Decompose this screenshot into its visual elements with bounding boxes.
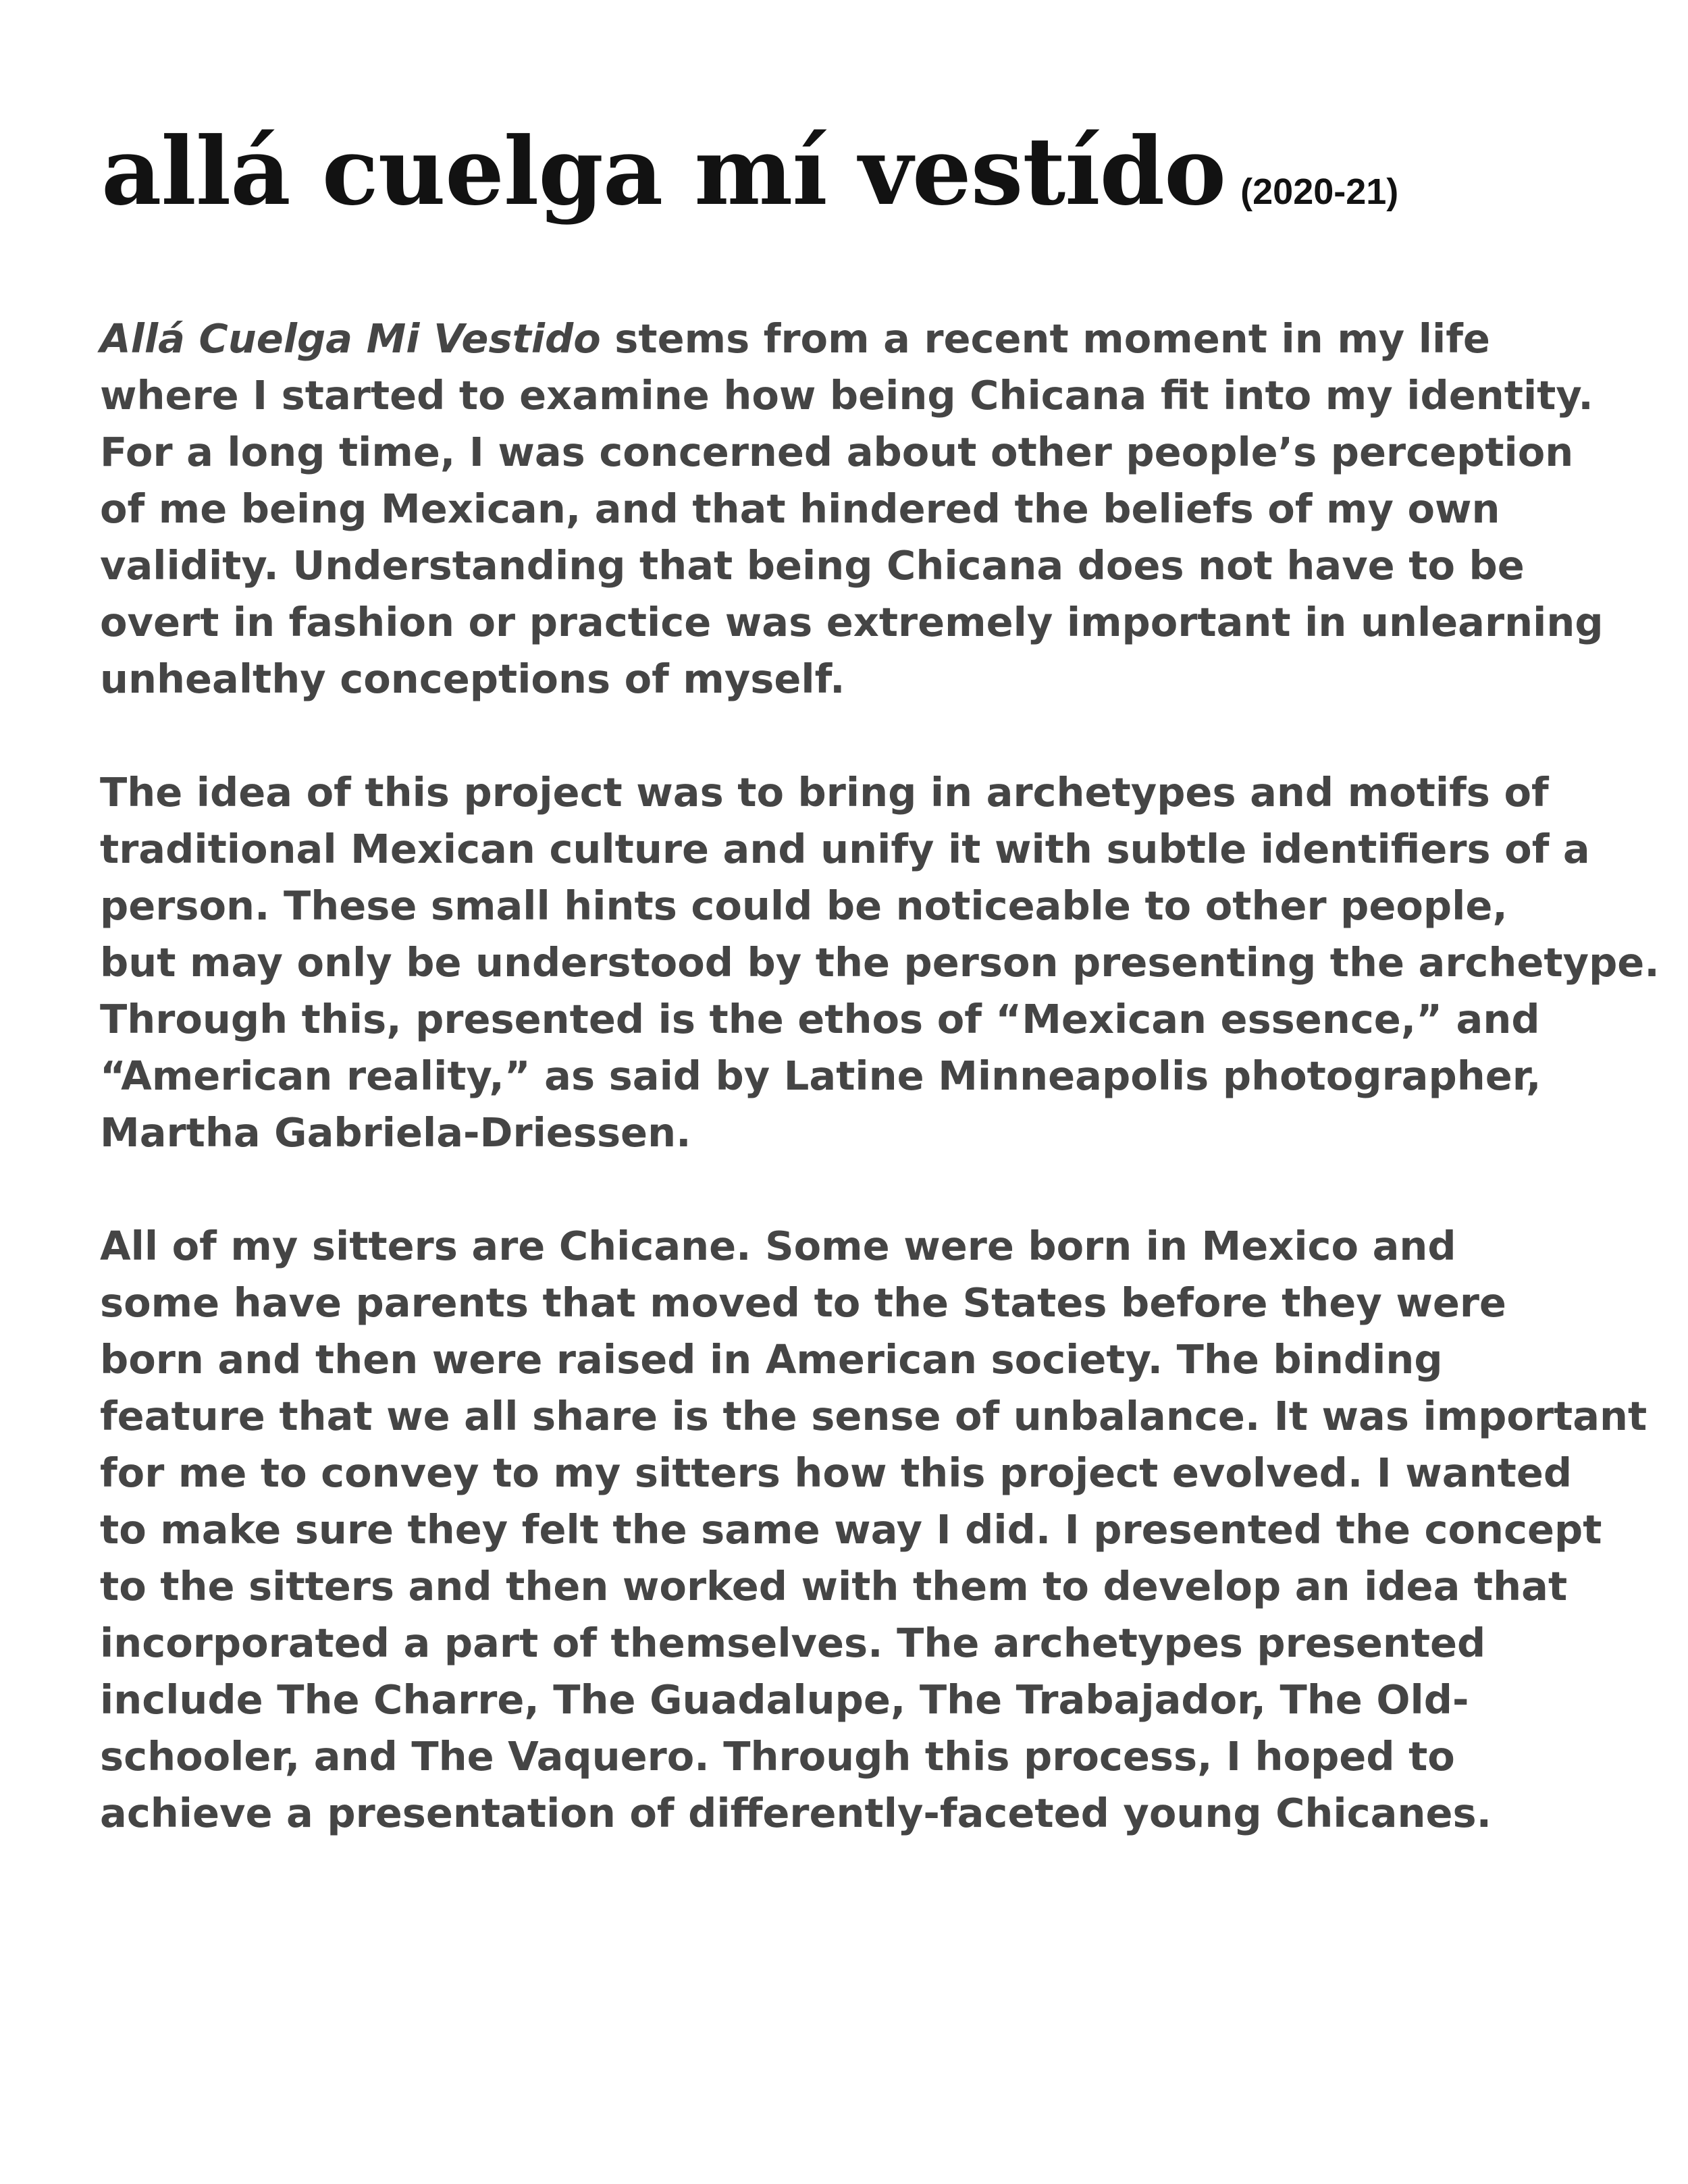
paragraph-line: Through this, presented is the ethos of “Mexican essence,” and [100, 996, 1540, 1042]
paragraph-line [100, 311, 1612, 367]
paragraph-line: incorporated a part of themselves. The archetypes presented [100, 1620, 1486, 1666]
title-main: allá cuelga mí vestído [101, 116, 1226, 226]
paragraph-3 [100, 1218, 1647, 1842]
paragraph-line: overt in fashion or practice was extremely important in unlearning [100, 599, 1604, 645]
paragraph-2 [100, 764, 1660, 1161]
paragraph-line: For a long time, I was concerned about other people’s perception [100, 429, 1574, 475]
paragraph-line: born and then were raised in American society. The binding [100, 1336, 1443, 1383]
paragraph-line: Martha Gabriela-Driessen. [100, 1109, 691, 1156]
paragraph-line: where I started to examine how being Chicana fit into my identity. [100, 372, 1593, 419]
page-title [101, 116, 1399, 226]
paragraph-line-text: stems from a recent moment in my life [600, 315, 1490, 362]
paragraph-line: to make sure they felt the same way I did. I presented the concept [100, 1506, 1602, 1553]
paragraph-line: schooler, and The Vaquero. Through this process, I hoped to [100, 1733, 1455, 1780]
paragraph-line: achieve a presentation of differently-faceted young Chicanes. [100, 1790, 1492, 1836]
paragraph-line: but may only be understood by the person presenting the archetype. [100, 939, 1660, 986]
paragraph-line: some have parents that moved to the States before they were [100, 1279, 1506, 1326]
paragraph-line: The idea of this project was to bring in archetypes and motifs of [100, 769, 1549, 816]
paragraph-line: feature that we all share is the sense of unbalance. It was important [100, 1393, 1647, 1439]
paragraph-line: traditional Mexican culture and unify it with subtle identifiers of a [100, 826, 1590, 872]
paragraph-line: “American reality,” as said by Latine Minneapolis photographer, [100, 1053, 1541, 1099]
paragraph-line: to the sitters and then worked with them to develop an idea that [100, 1563, 1568, 1609]
paragraph-line: validity. Understanding that being Chicana does not have to be [100, 542, 1525, 589]
paragraph-1 [100, 311, 1612, 708]
paragraph-line: person. These small hints could be noticeable to other people, [100, 882, 1508, 929]
paragraph-line: include The Charre, The Guadalupe, The Trabajador, The Old- [100, 1676, 1469, 1723]
paragraph-line: of me being Mexican, and that hindered the beliefs of my own [100, 485, 1500, 532]
body-text [100, 311, 1660, 1898]
title-year: (2020-21) [1240, 171, 1399, 212]
project-title-italic: Allá Cuelga Mi Vestido [100, 315, 601, 362]
paragraph-line: for me to convey to my sitters how this project evolved. I wanted [100, 1449, 1573, 1496]
paragraph-line: unhealthy conceptions of myself. [100, 656, 845, 702]
paragraph-line: All of my sitters are Chicane. Some were born in Mexico and [100, 1223, 1456, 1269]
